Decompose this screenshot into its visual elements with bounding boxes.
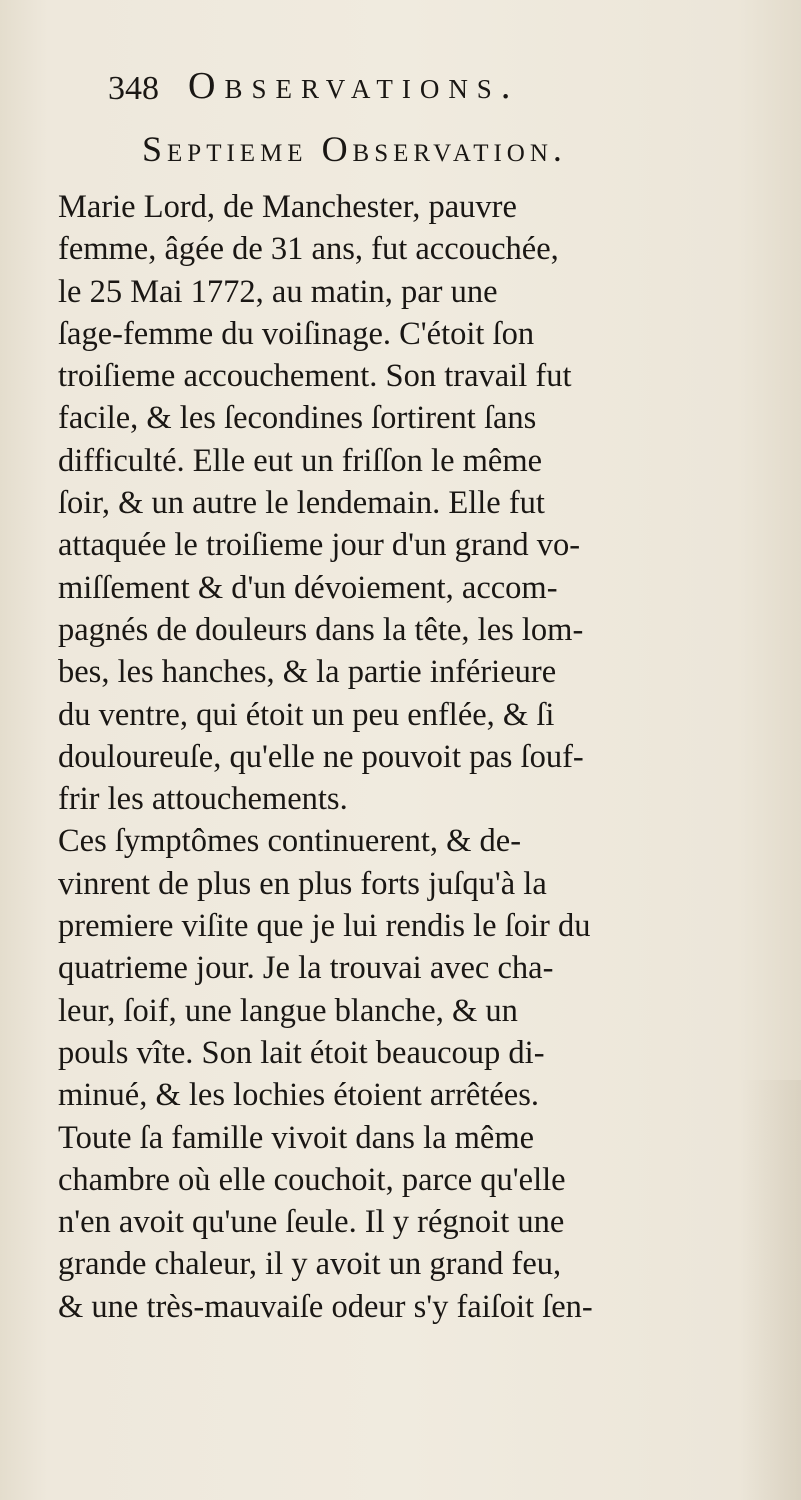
text-line: premiere viſite que je lui rendis le ſoir du <box>58 908 591 945</box>
text-line: le 25 Mai 1772, au matin, par une <box>58 273 498 310</box>
page-header <box>108 64 668 114</box>
text-line: pouls vîte. Son lait étoit beaucoup di- <box>58 1034 545 1071</box>
running-title: Observations. <box>188 65 520 107</box>
page-number: 348 <box>108 70 159 107</box>
text-line: Marie Lord, de Manchester, pauvre <box>58 189 517 225</box>
text-line: chambre où elle couchoit, parce qu'elle <box>58 1161 566 1198</box>
text-line: femme, âgée de 31 ans, fut accouchée, <box>58 231 559 268</box>
text-line: troiſieme accouchement. Son travail fut <box>58 358 572 395</box>
text-line: miſſement & d'un dévoiement, accom- <box>58 569 558 606</box>
text-line: Toute ſa famille vivoit dans la même <box>58 1119 535 1156</box>
body-text <box>58 186 723 1328</box>
text-line: vinrent de plus en plus forts juſqu'à la <box>58 865 547 902</box>
text-line: difficulté. Elle eut un friſſon le même <box>58 442 543 479</box>
text-line: minué, & les lochies étoient arrêtées. <box>58 1077 540 1114</box>
text-line: leur, ſoif, une langue blanche, & un <box>58 992 518 1029</box>
text-line: & une très-mauvaiſe odeur s'y faiſoit ſen- <box>58 1288 593 1325</box>
text-line: n'en avoit qu'une ſeule. Il y régnoit une <box>58 1204 565 1241</box>
text-line: du ventre, qui étoit un peu enflée, & ſi <box>58 696 555 733</box>
text-line: Ces ſymptômes continuerent, & de- <box>58 823 522 860</box>
text-line: ſoir, & un autre le lendemain. Elle fut <box>58 485 545 522</box>
text-line: bes, les hanches, & la partie inférieure <box>58 654 557 691</box>
text-line: douloureuſe, qu'elle ne pouvoit pas ſouf- <box>58 738 584 775</box>
text-line: facile, & les ſecondines ſortirent ſans <box>58 400 537 437</box>
paper-stain <box>741 1080 801 1500</box>
text-line: pagnés de douleurs dans la tête, les lom- <box>58 611 584 648</box>
text-line: ſage-femme du voiſinage. C'étoit ſon <box>58 315 535 352</box>
text-line: frir les attouchements. <box>58 781 348 818</box>
text-line: quatrieme jour. Je la trouvai avec cha- <box>58 950 554 987</box>
section-title: Septieme Observation. <box>142 129 567 169</box>
text-line: attaquée le troiſieme jour d'un grand vo- <box>58 527 581 564</box>
text-line: grande chaleur, il y avoit un grand feu, <box>58 1246 562 1283</box>
